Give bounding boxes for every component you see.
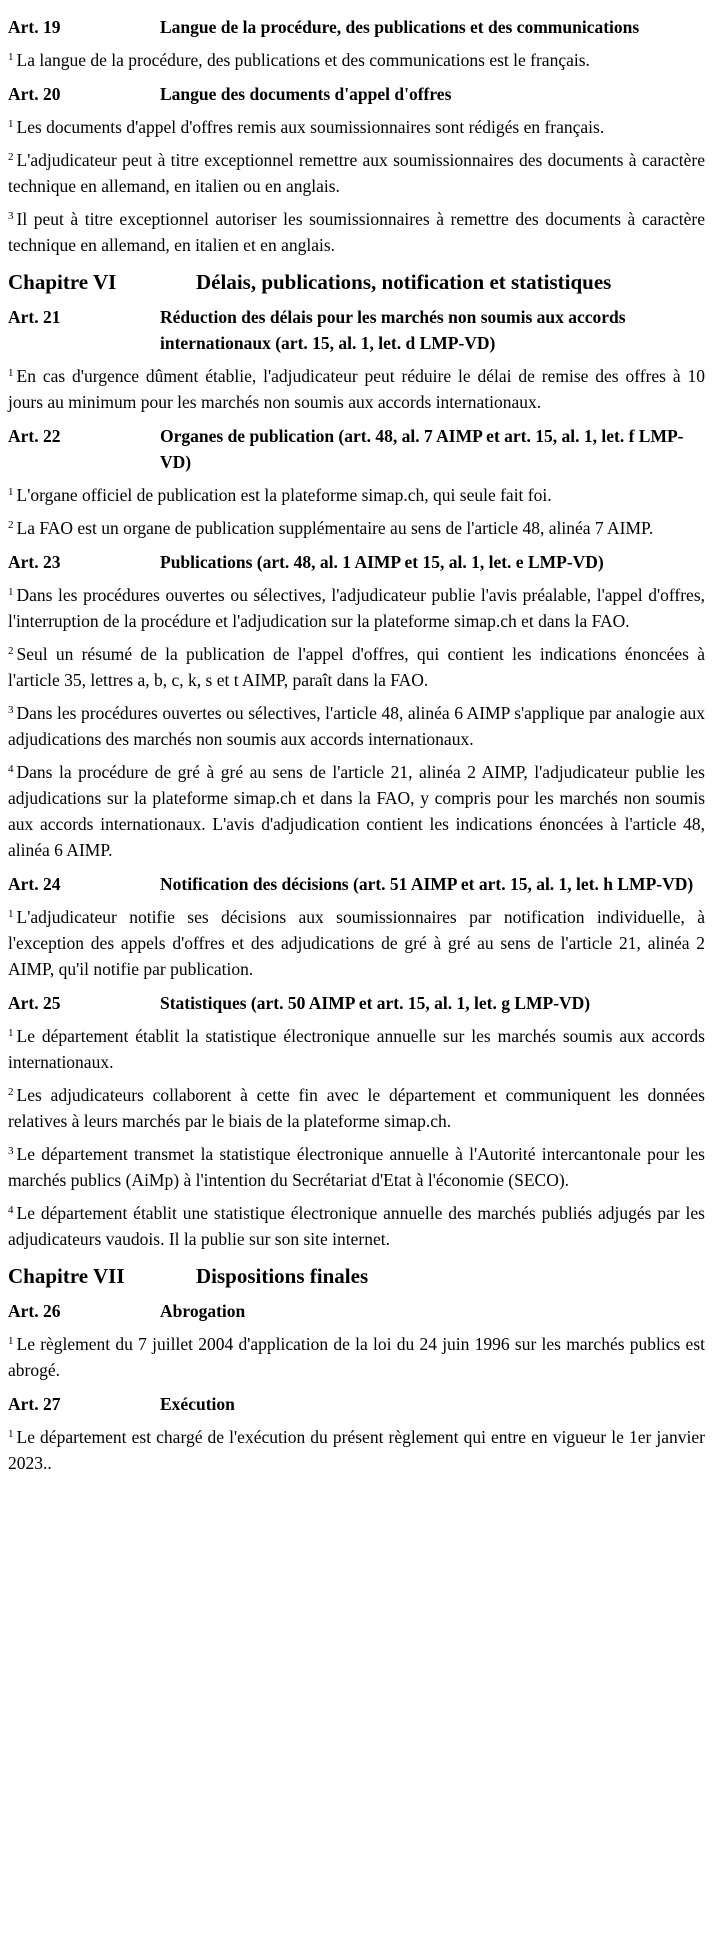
article-title: Langue des documents d'appel d'offres	[160, 84, 452, 104]
articles-block-top	[8, 14, 705, 258]
paragraph-text: La FAO est un organe de publication supplémentaire au sens de l'article 48, alinéa 7 AIMP.	[16, 518, 654, 538]
paragraph-number: 2	[8, 1086, 14, 1098]
article-title: Statistiques (art. 50 AIMP et art. 15, al. 1, let. g LMP-VD)	[160, 993, 591, 1013]
paragraph-text: Dans les procédures ouvertes ou sélectives, l'adjudicateur publie l'avis préalable, l'appel d'offres, l'interruption de la procédure et l'adjudication sur la plateforme simap.ch et dans la FAO.	[8, 585, 705, 631]
paragraph-number: 1	[8, 1027, 14, 1039]
paragraph-text: Il peut à titre exceptionnel autoriser les soumissionnaires à remettre des documents à caractère technique en allemand, en italien et en anglais.	[8, 209, 705, 255]
paragraph-text: L'adjudicateur peut à titre exceptionnel remettre aux soumissionnaires des documents à caractère technique en allemand, en italien ou en anglais.	[8, 150, 705, 196]
paragraph-number: 2	[8, 151, 14, 163]
article-paragraph	[8, 1200, 705, 1252]
paragraph-number: 3	[8, 1145, 14, 1157]
paragraph-number: 1	[8, 51, 14, 63]
article-heading	[8, 423, 705, 475]
article-title: Publications (art. 48, al. 1 AIMP et 15, al. 1, let. e LMP-VD)	[160, 552, 604, 572]
paragraph-text: La langue de la procédure, des publications et des communications est le français.	[16, 50, 590, 70]
article-number: Art. 24	[8, 874, 61, 894]
article-number: Art. 19	[8, 17, 61, 37]
paragraph-number: 1	[8, 367, 14, 379]
article-heading	[8, 1298, 705, 1324]
article-paragraph	[8, 206, 705, 258]
chapter-number: Chapitre VI	[8, 270, 117, 294]
paragraph-number: 3	[8, 704, 14, 716]
article-title: Abrogation	[160, 1301, 246, 1321]
article-paragraph	[8, 700, 705, 752]
paragraph-number: 1	[8, 586, 14, 598]
article-heading	[8, 1391, 705, 1417]
article-number: Art. 20	[8, 84, 61, 104]
article-paragraph	[8, 114, 705, 140]
paragraph-number: 2	[8, 519, 14, 531]
article-paragraph	[8, 1424, 705, 1476]
article-paragraph	[8, 759, 705, 863]
paragraph-text: Le département établit la statistique électronique annuelle sur les marchés soumis aux accords internationaux.	[8, 1026, 705, 1072]
document	[8, 6, 705, 1476]
paragraph-number: 1	[8, 1428, 14, 1440]
article-title: Notification des décisions (art. 51 AIMP et art. 15, al. 1, let. h LMP-VD)	[160, 874, 694, 894]
paragraph-text: Seul un résumé de la publication de l'appel d'offres, qui contient les indications énoncées à l'article 35, lettres a, b, c, k, s et t AIMP, paraît dans la FAO.	[8, 644, 705, 690]
article-title: Organes de publication (art. 48, al. 7 AIMP et art. 15, al. 1, let. f LMP-VD)	[160, 426, 684, 472]
paragraph-number: 1	[8, 908, 14, 920]
article-paragraph	[8, 582, 705, 634]
article-heading	[8, 871, 705, 897]
article-title: Réduction des délais pour les marchés non soumis aux accords internationaux (art. 15, al. 1, let. d LMP-VD)	[160, 307, 626, 353]
paragraph-number: 4	[8, 763, 14, 775]
paragraph-text: Dans les procédures ouvertes ou sélectives, l'article 48, alinéa 6 AIMP s'applique par analogie aux adjudications des marchés non soumis aux accords internationaux.	[8, 703, 705, 749]
article-paragraph	[8, 1141, 705, 1193]
paragraph-number: 1	[8, 1335, 14, 1347]
paragraph-text: Le département établit une statistique électronique annuelle des marchés publiés adjugés par les adjudicateurs vaudois. Il la publie sur son site internet.	[8, 1203, 705, 1249]
paragraph-number: 1	[8, 118, 14, 130]
article-title: Langue de la procédure, des publications et des communications	[160, 17, 640, 37]
article-number: Art. 25	[8, 993, 61, 1013]
chapter-heading-vii	[8, 1262, 705, 1290]
article-paragraph	[8, 1082, 705, 1134]
paragraph-number: 4	[8, 1204, 14, 1216]
article-heading	[8, 81, 705, 107]
article-paragraph	[8, 147, 705, 199]
chapter-heading-vi	[8, 268, 705, 296]
paragraph-text: L'organe officiel de publication est la plateforme simap.ch, qui seule fait foi.	[16, 485, 552, 505]
article-number: Art. 27	[8, 1394, 61, 1414]
chapter-title: Dispositions finales	[196, 1264, 369, 1288]
article-heading	[8, 304, 705, 356]
paragraph-text: En cas d'urgence dûment établie, l'adjudicateur peut réduire le délai de remise des offres à 10 jours au minimum pour les marchés non soumis aux accords internationaux.	[8, 366, 705, 412]
article-paragraph	[8, 482, 705, 508]
article-paragraph	[8, 363, 705, 415]
paragraph-number: 2	[8, 645, 14, 657]
paragraph-number: 1	[8, 486, 14, 498]
article-number: Art. 26	[8, 1301, 61, 1321]
article-heading	[8, 990, 705, 1016]
paragraph-text: Les adjudicateurs collaborent à cette fin avec le département et communiquent les données relatives à leurs marchés par le biais de la plateforme simap.ch.	[8, 1085, 705, 1131]
paragraph-text: Les documents d'appel d'offres remis aux soumissionnaires sont rédigés en français.	[16, 117, 605, 137]
article-heading	[8, 14, 705, 40]
chapter-number: Chapitre VII	[8, 1264, 125, 1288]
paragraph-text: Le département est chargé de l'exécution du présent règlement qui entre en vigueur le 1er janvier 2023..	[8, 1427, 705, 1473]
article-title: Exécution	[160, 1394, 235, 1414]
articles-block-chapter-vi	[8, 304, 705, 1252]
article-paragraph	[8, 641, 705, 693]
article-paragraph	[8, 515, 705, 541]
article-paragraph	[8, 1023, 705, 1075]
articles-block-chapter-vii	[8, 1298, 705, 1476]
article-heading	[8, 549, 705, 575]
paragraph-text: Le département transmet la statistique électronique annuelle à l'Autorité intercantonale pour les marchés publics (AiMp) à l'intention du Secrétariat d'Etat à l'économie (SECO).	[8, 1144, 705, 1190]
article-number: Art. 23	[8, 552, 61, 572]
paragraph-text: Le règlement du 7 juillet 2004 d'application de la loi du 24 juin 1996 sur les marchés publics est abrogé.	[8, 1334, 705, 1380]
article-paragraph	[8, 1331, 705, 1383]
article-paragraph	[8, 47, 705, 73]
article-number: Art. 22	[8, 426, 61, 446]
article-number: Art. 21	[8, 307, 61, 327]
paragraph-text: Dans la procédure de gré à gré au sens de l'article 21, alinéa 2 AIMP, l'adjudicateur publie les adjudications sur la plateforme simap.ch et dans la FAO, y compris pour les marchés non soumis aux accords internationaux. L'avis d'adjudication contient les indications énoncées à l'article 48, alinéa 6 AIMP.	[8, 762, 705, 860]
chapter-title: Délais, publications, notification et statistiques	[196, 270, 612, 294]
article-paragraph	[8, 904, 705, 982]
paragraph-text: L'adjudicateur notifie ses décisions aux soumissionnaires par notification individuelle, à l'exception des appels d'offres et des adjudications de gré à gré au sens de l'article 21, alinéa 2 AIMP, qu'il notifie par publication.	[8, 907, 705, 979]
paragraph-number: 3	[8, 210, 14, 222]
